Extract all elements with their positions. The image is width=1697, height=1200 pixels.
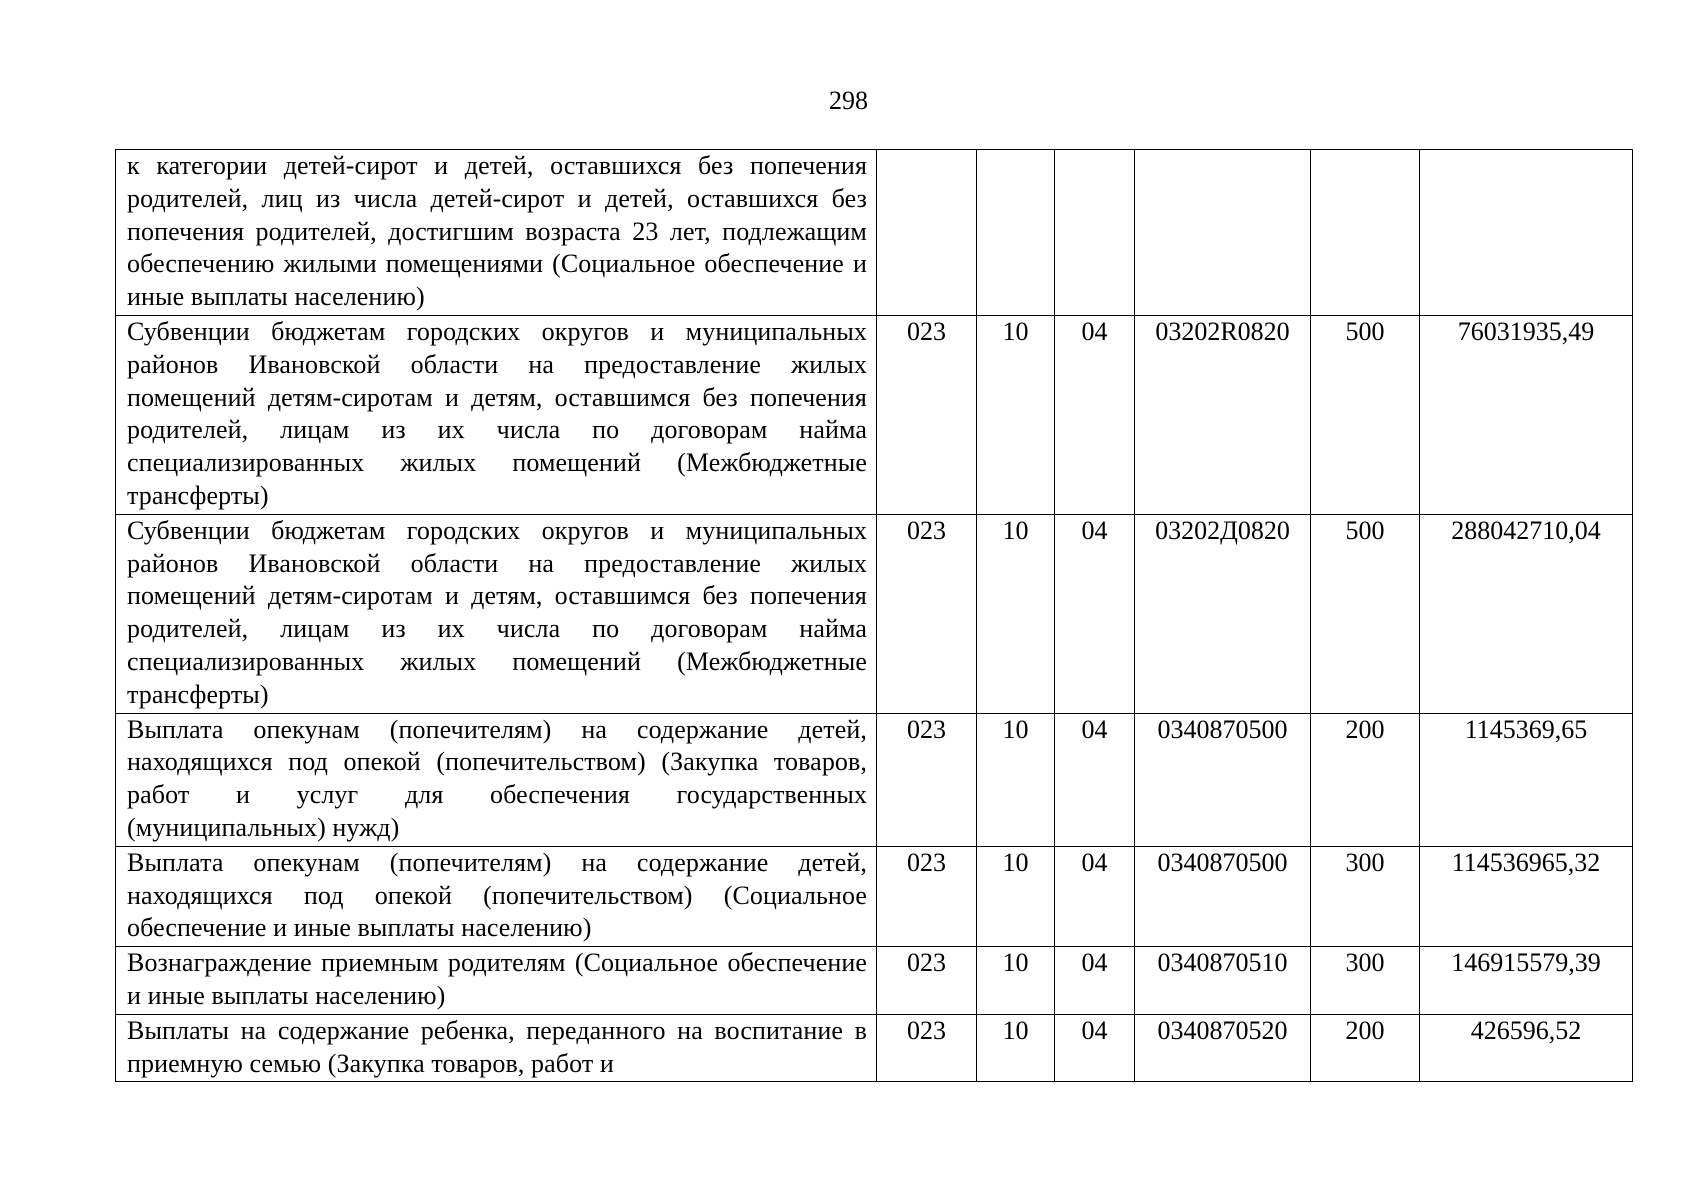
subsection-code-cell: 04 bbox=[1055, 713, 1135, 846]
amount-cell: 146915579,39 bbox=[1420, 947, 1633, 1015]
section-code-cell: 10 bbox=[977, 846, 1055, 946]
subsection-code-cell: 04 bbox=[1055, 846, 1135, 946]
page-number: 298 bbox=[829, 86, 868, 115]
section-code-cell: 10 bbox=[977, 1014, 1055, 1082]
table-row bbox=[116, 315, 1633, 514]
section-code-cell: 10 bbox=[977, 947, 1055, 1015]
subsection-code-cell: 04 bbox=[1055, 1014, 1135, 1082]
ministry-code-cell: 023 bbox=[877, 947, 977, 1015]
section-code-cell: 10 bbox=[977, 315, 1055, 514]
expense-type-cell: 300 bbox=[1311, 947, 1420, 1015]
amount-cell: 288042710,04 bbox=[1420, 514, 1633, 713]
section-code-cell: 10 bbox=[977, 713, 1055, 846]
budget-table bbox=[115, 149, 1633, 1082]
expense-type-cell: 500 bbox=[1311, 315, 1420, 514]
row-description: Выплата опекунам (попечителям) на содержание детей, находящихся под опекой (попечительством) (Закупка товаров, работ и услуг для обеспечения государственных (муниципальных) нужд) bbox=[116, 713, 877, 846]
target-article-cell: 0340870520 bbox=[1135, 1014, 1311, 1082]
table-row bbox=[116, 846, 1633, 946]
expense-type-cell: 200 bbox=[1311, 1014, 1420, 1082]
row-description: Выплаты на содержание ребенка, переданного на воспитание в приемную семью (Закупка товаров, работ и bbox=[116, 1014, 877, 1082]
table-row bbox=[116, 514, 1633, 713]
amount-cell bbox=[1420, 150, 1633, 316]
table-row bbox=[116, 150, 1633, 316]
target-article-cell: 03202Д0820 bbox=[1135, 514, 1311, 713]
amount-cell: 426596,52 bbox=[1420, 1014, 1633, 1082]
ministry-code-cell bbox=[877, 150, 977, 316]
expense-type-cell bbox=[1311, 150, 1420, 316]
target-article-cell: 03202R0820 bbox=[1135, 315, 1311, 514]
subsection-code-cell: 04 bbox=[1055, 514, 1135, 713]
target-article-cell: 0340870510 bbox=[1135, 947, 1311, 1015]
section-code-cell bbox=[977, 150, 1055, 316]
table-row bbox=[116, 713, 1633, 846]
ministry-code-cell: 023 bbox=[877, 846, 977, 946]
ministry-code-cell: 023 bbox=[877, 713, 977, 846]
row-description: к категории детей-сирот и детей, оставшихся без попечения родителей, лиц из числа детей-сирот и детей, оставшихся без попечения родителей, достигшим возраста 23 лет, подлежащим обеспечению жилыми помещениями (Социальное обеспечение и иные выплаты населению) bbox=[116, 150, 877, 316]
ministry-code-cell: 023 bbox=[877, 514, 977, 713]
row-description: Вознаграждение приемным родителям (Социальное обеспечение и иные выплаты населению) bbox=[116, 947, 877, 1015]
amount-cell: 76031935,49 bbox=[1420, 315, 1633, 514]
row-description: Субвенции бюджетам городских округов и муниципальных районов Ивановской области на предоставление жилых помещений детям-сиротам и детям, оставшимся без попечения родителей, лицам из их числа по договорам найма специализированных жилых помещений (Межбюджетные трансферты) bbox=[116, 514, 877, 713]
amount-cell: 1145369,65 bbox=[1420, 713, 1633, 846]
target-article-cell: 0340870500 bbox=[1135, 713, 1311, 846]
expense-type-cell: 200 bbox=[1311, 713, 1420, 846]
table-row bbox=[116, 947, 1633, 1015]
subsection-code-cell bbox=[1055, 150, 1135, 316]
amount-cell: 114536965,32 bbox=[1420, 846, 1633, 946]
row-description: Субвенции бюджетам городских округов и муниципальных районов Ивановской области на предоставление жилых помещений детям-сиротам и детям, оставшимся без попечения родителей, лицам из их числа по договорам найма специализированных жилых помещений (Межбюджетные трансферты) bbox=[116, 315, 877, 514]
table-row bbox=[116, 1014, 1633, 1082]
ministry-code-cell: 023 bbox=[877, 1014, 977, 1082]
expense-type-cell: 300 bbox=[1311, 846, 1420, 946]
section-code-cell: 10 bbox=[977, 514, 1055, 713]
subsection-code-cell: 04 bbox=[1055, 947, 1135, 1015]
target-article-cell bbox=[1135, 150, 1311, 316]
ministry-code-cell: 023 bbox=[877, 315, 977, 514]
target-article-cell: 0340870500 bbox=[1135, 846, 1311, 946]
row-description: Выплата опекунам (попечителям) на содержание детей, находящихся под опекой (попечительством) (Социальное обеспечение и иные выплаты населению) bbox=[116, 846, 877, 946]
expense-type-cell: 500 bbox=[1311, 514, 1420, 713]
subsection-code-cell: 04 bbox=[1055, 315, 1135, 514]
